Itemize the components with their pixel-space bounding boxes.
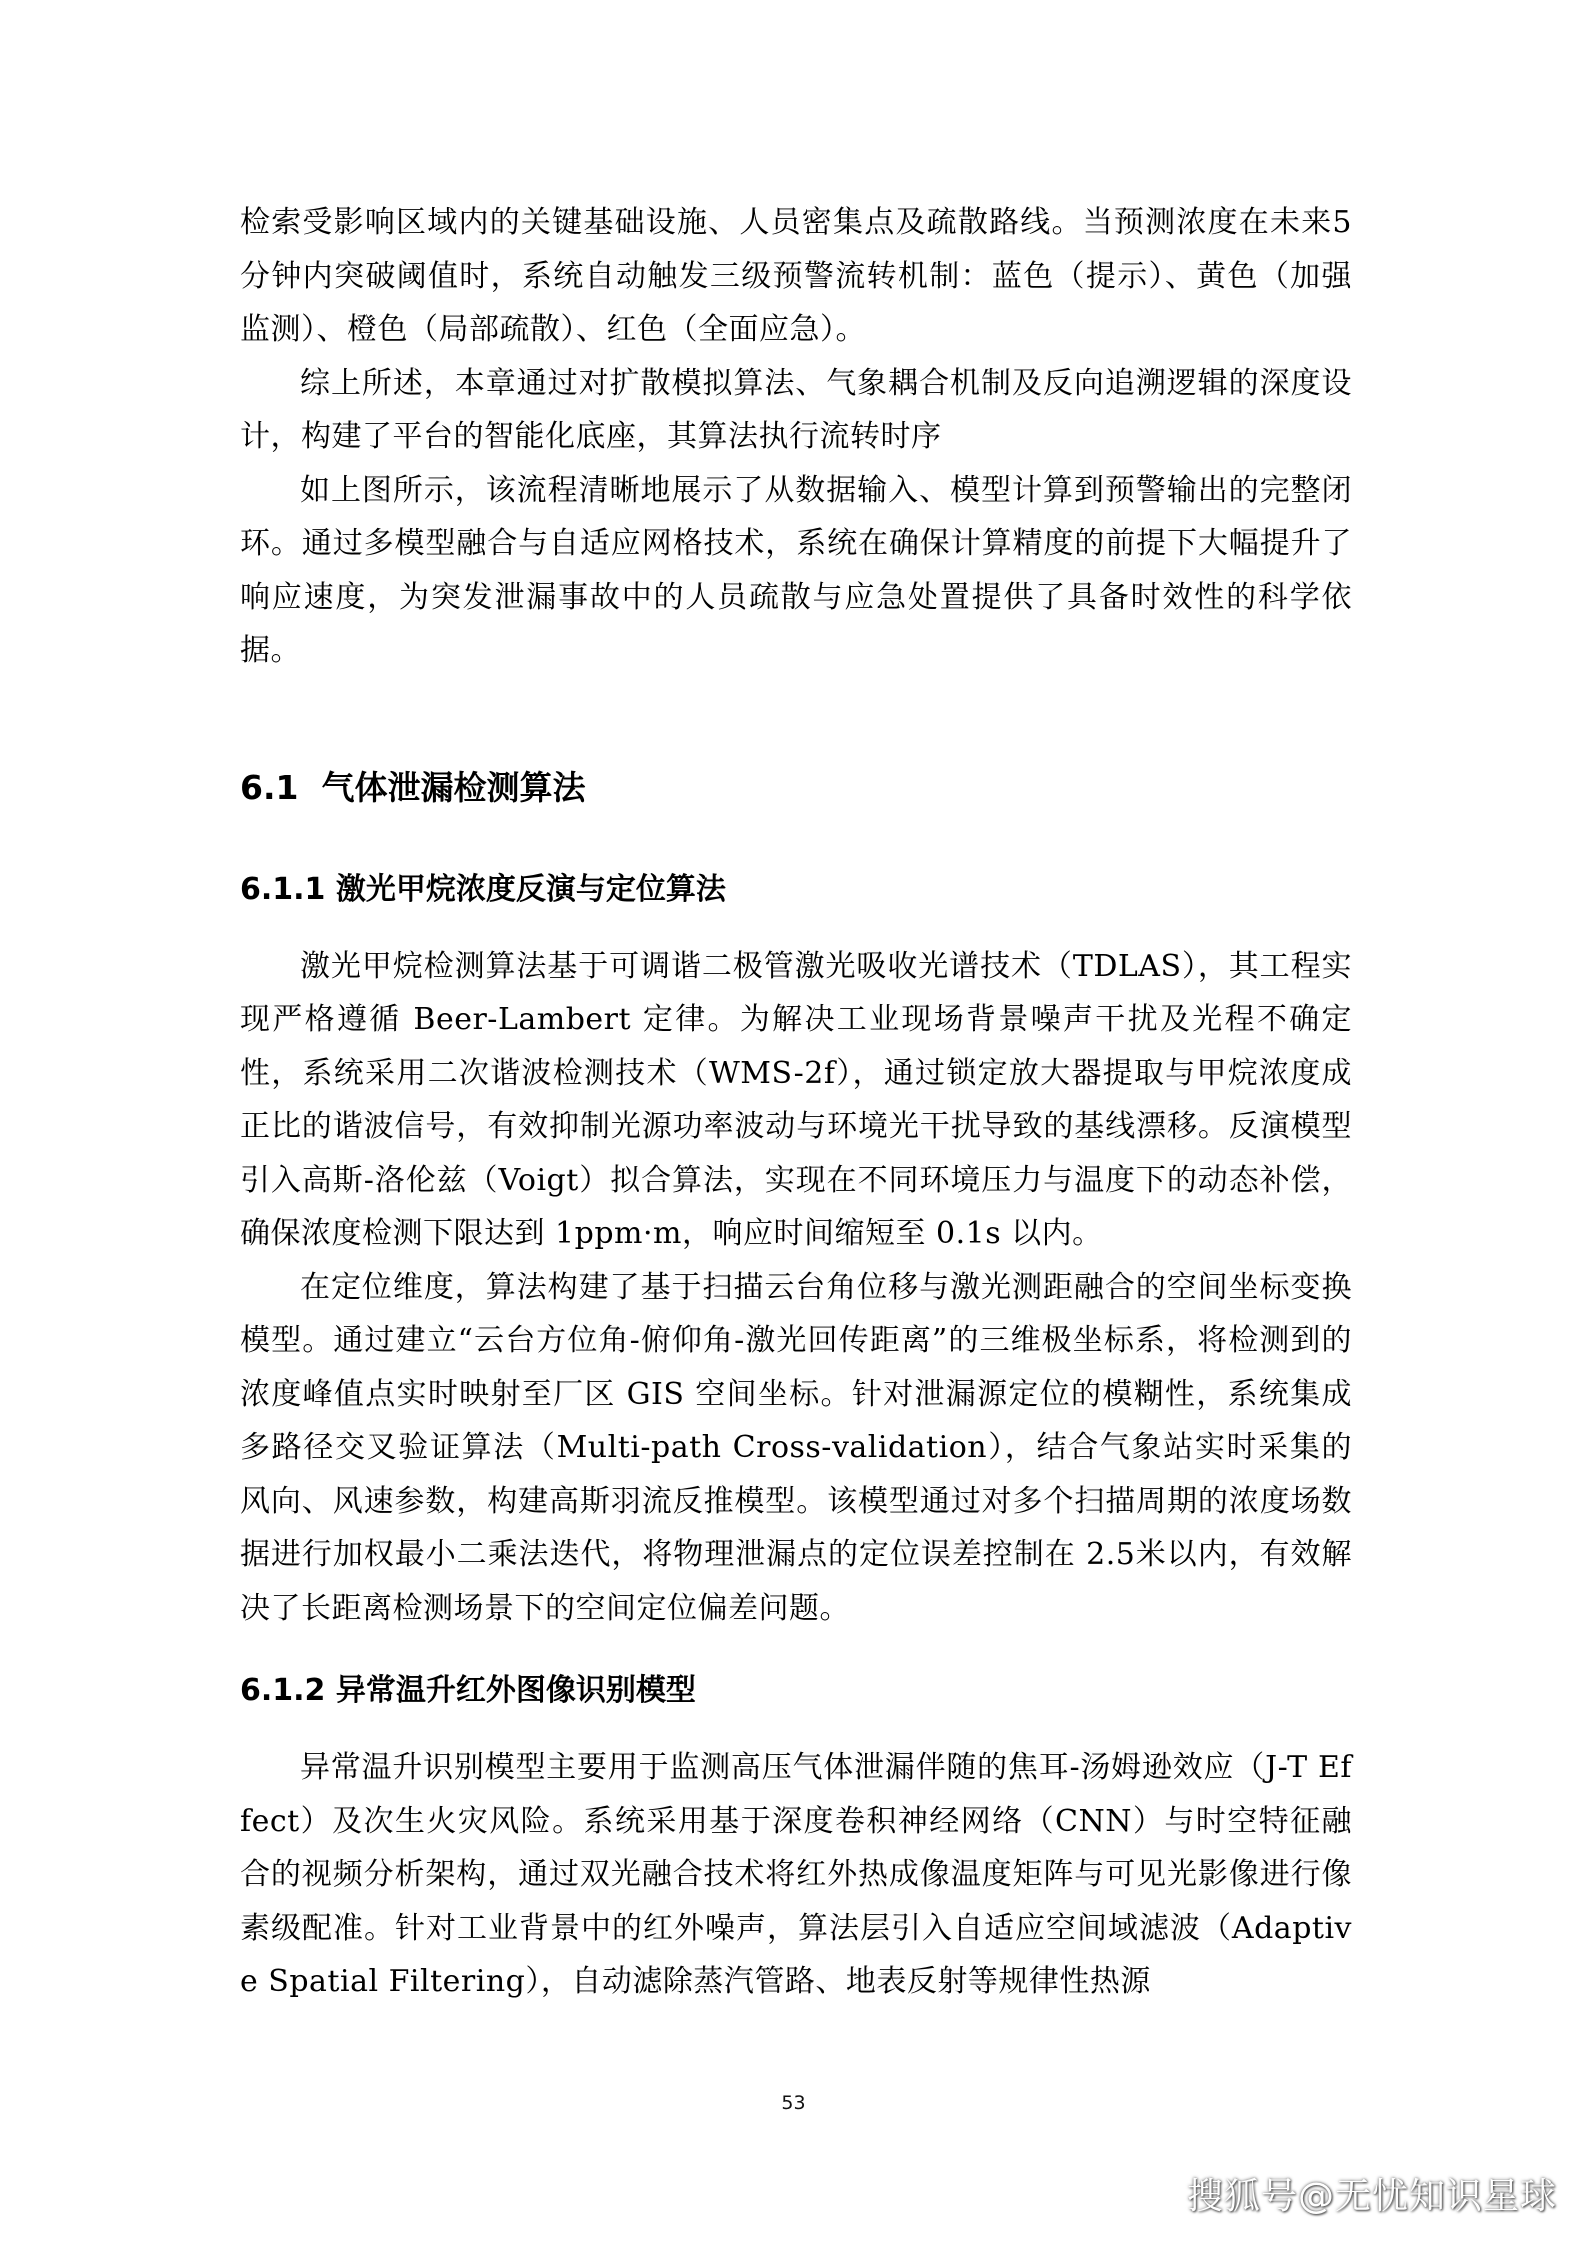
subsection-1-title: 激光甲烷浓度反演与定位算法 (335, 871, 726, 907)
section-title: 气体泄漏检测算法 (321, 767, 586, 807)
intro-paragraph-3: 如上图所示，该流程清晰地展示了从数据输入、模型计算到预警输出的完整闭环。通过多模型融合与自适应网格技术，系统在确保计算精度的前提下大幅提升了响应速度，为突发泄漏事故中的人员疏散与应急处置提供了具备时效性的科学依据。 (240, 472, 1352, 668)
subsection-heading-2 (240, 1669, 1352, 1713)
watermark: 搜狐号@无忧知识星球 (1186, 2176, 1557, 2217)
section-number: 6.1 (240, 767, 299, 807)
subsection-1-paragraph-2: 在定位维度，算法构建了基于扫描云台角位移与激光测距融合的空间坐标变换模型。通过建立“云台方位角-俯仰角-激光回传距离”的三维极坐标系，将检测到的浓度峰值点实时映射至厂区 GIS 空间坐标。针对泄漏源定位的模糊性，系统集成多路径交叉验证算法（Multi-path Cross-validation），结合气象站实时采集的风向、风速参数，构建高斯羽流反推模型。该模型通过对多个扫描周期的浓度场数据进行加权最小二乘法迭代，将物理泄漏点的定位误差控制在 2.5米以内，有效解决了长距离检测场景下的空间定位偏差问题。 (240, 1269, 1352, 1626)
intro-paragraph-2: 综上所述，本章通过对扩散模拟算法、气象耦合机制及反向追溯逻辑的深度设计，构建了平台的智能化底座，其算法执行流转时序 (240, 365, 1352, 454)
subsection-2-number: 6.1.2 (240, 1673, 326, 1708)
subsection-heading-1 (240, 868, 1352, 912)
section-heading (240, 764, 1352, 812)
subsection-2-title: 异常温升红外图像识别模型 (335, 1673, 696, 1708)
subsection-1-paragraph-1: 激光甲烷检测算法基于可调谐二极管激光吸收光谱技术（TDLAS），其工程实现严格遵循 Beer-Lambert 定律。为解决工业现场背景噪声干扰及光程不确定性，系统采用二次谐波检测技术（WMS-2f），通过锁定放大器提取与甲烷浓度成正比的谐波信号，有效抑制光源功率波动与环境光干扰导致的基线漂移。反演模型引入高斯-洛伦兹（Voigt）拟合算法，实现在不同环境压力与温度下的动态补偿，确保浓度检测下限达到 1ppm·m，响应时间缩短至 0.1s 以内。 (240, 948, 1352, 1251)
intro-paragraph-1: 检索受影响区域内的关键基础设施、人员密集点及疏散路线。当预测浓度在未来5分钟内突破阈值时，系统自动触发三级预警流转机制：蓝色（提示）、黄色（加强监测）、橙色（局部疏散）、红色（全面应急）。 (240, 205, 1352, 347)
subsection-2-paragraph-1: 异常温升识别模型主要用于监测高压气体泄漏伴随的焦耳-汤姆逊效应（J-T Effect）及次生火灾风险。系统采用基于深度卷积神经网络（CNN）与时空特征融合的视频分析架构，通过双光融合技术将红外热成像温度矩阵与可见光影像进行像素级配准。针对工业背景中的红外噪声，算法层引入自适应空间域滤波（Adaptive Spatial Filtering），自动滤除蒸汽管路、地表反射等规律性热源 (240, 1750, 1352, 1999)
subsection-1-number: 6.1.1 (240, 871, 326, 907)
page-number: 53 (781, 2092, 806, 2114)
page-content (240, 196, 1352, 2009)
